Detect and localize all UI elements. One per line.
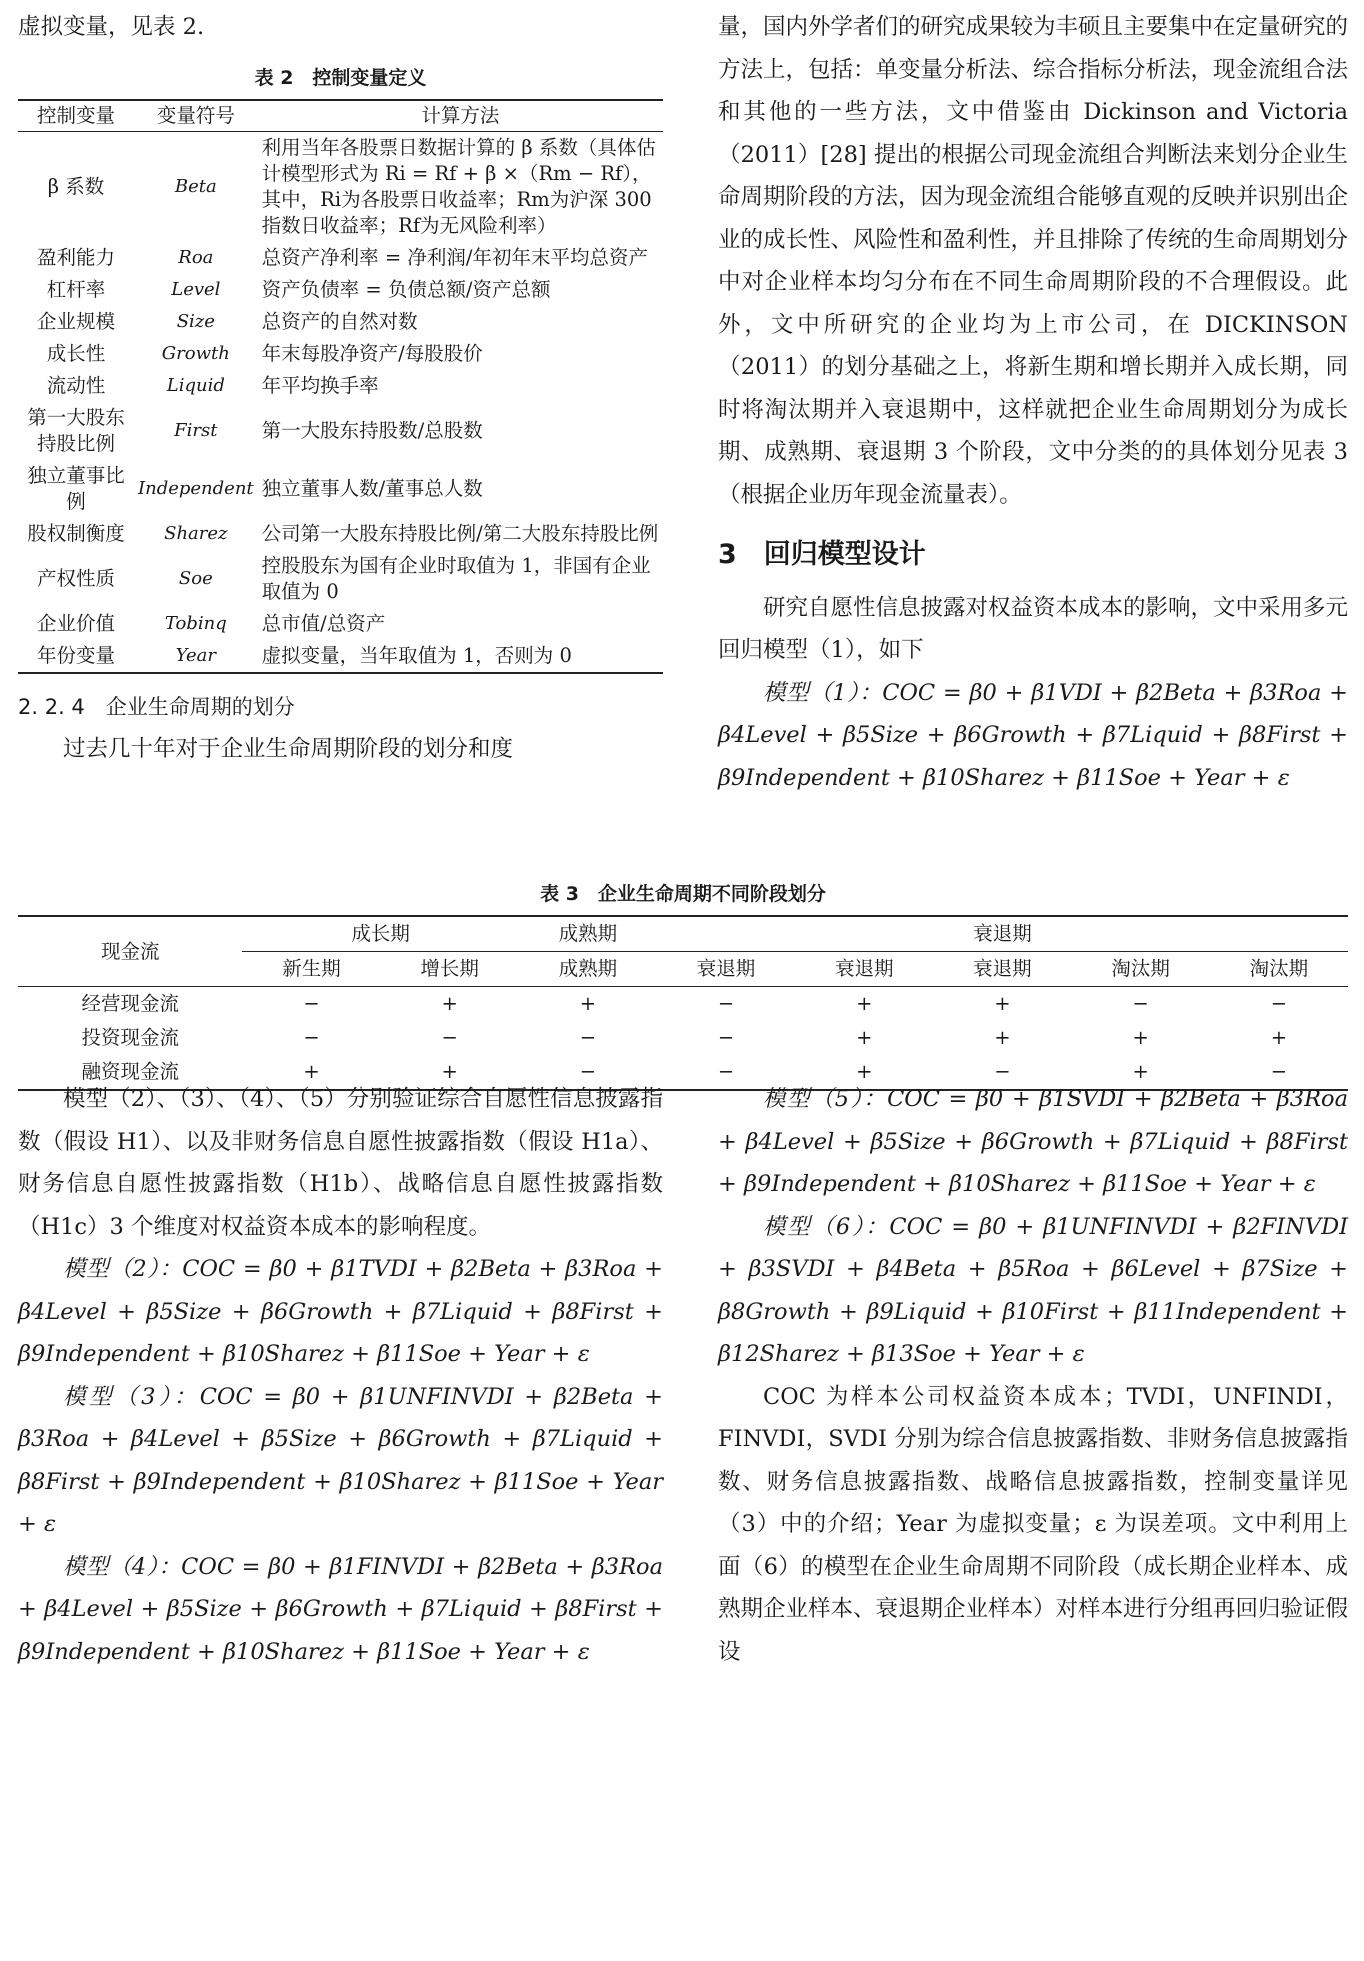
var-name: 流动性 bbox=[46, 373, 106, 397]
var-symbol: Liquid bbox=[166, 374, 225, 396]
table-row bbox=[18, 370, 663, 402]
table-row bbox=[18, 402, 663, 460]
var-name: 年份变量 bbox=[36, 643, 115, 667]
table-row bbox=[18, 608, 663, 640]
sign-cell: − bbox=[994, 1060, 1011, 1083]
var-method: 公司第一大股东持股比例/第二大股东持股比例 bbox=[261, 521, 659, 545]
var-name: 企业规模 bbox=[36, 309, 115, 333]
table-row bbox=[18, 550, 663, 608]
intro-line: 虚拟变量，见表 2. bbox=[18, 14, 205, 40]
sign-cell: + bbox=[994, 1026, 1011, 1049]
var-symbol: Size bbox=[176, 310, 215, 332]
sign-cell: − bbox=[717, 1026, 735, 1049]
row-label: 投资现金流 bbox=[81, 1026, 179, 1049]
sign-cell: + bbox=[441, 992, 458, 1015]
var-method: 第一大股东持股数/总股数 bbox=[261, 418, 483, 442]
var-method: 年末每股净资产/每股股价 bbox=[261, 341, 483, 365]
table-row bbox=[18, 338, 663, 370]
row-label: 经营现金流 bbox=[81, 992, 179, 1015]
model-2-equation: 模型（2）：COC = β0 + β1TVDI + β2Beta + β3Roa + β4Level + β5Size + β6Growth + β7Liquid + β8First + β9Independent + β10Sharez + β11Soe + Year + ε bbox=[18, 1256, 663, 1367]
stage-header: 淘汰期 bbox=[1072, 952, 1210, 987]
stage-header: 增长期 bbox=[381, 952, 519, 987]
var-name: 成长性 bbox=[46, 341, 106, 365]
section-2-2-4-text: 过去几十年对于企业生命周期阶段的划分和度 bbox=[63, 736, 514, 762]
sign-cell: + bbox=[579, 992, 597, 1015]
sign-cell: − bbox=[579, 1026, 597, 1049]
table-row bbox=[18, 131, 663, 242]
var-name: 股权制衡度 bbox=[27, 521, 125, 545]
var-method: 年平均换手率 bbox=[261, 373, 379, 397]
var-method: 虚拟变量，当年取值为 1，否则为 0 bbox=[261, 643, 572, 667]
paragraph-variable-definitions: COC 为样本公司权益资本成本；TVDI，UNFINDI，FINVDI，SVDI 分别为综合信息披露指数、非财务信息披露指数、财务信息披露指数、战略信息披露指数，控制变量详见（3）中的介绍；Year 为虚拟变量；ε 为误差项。文中利用上面（6）的模型在企业生命周期不同阶段（成长期企业样本、成熟期企业样本、衰退期企业样本）对样本进行分组再回归验证假设 bbox=[718, 1383, 1349, 1665]
table2-header-cell: 控制变量 bbox=[18, 100, 134, 132]
table-row bbox=[18, 518, 663, 550]
var-method: 独立董事人数/董事总人数 bbox=[261, 476, 483, 500]
var-symbol: First bbox=[174, 419, 218, 441]
sign-cell: + bbox=[994, 992, 1011, 1015]
var-symbol: Soe bbox=[178, 567, 213, 589]
sign-cell: − bbox=[579, 1060, 597, 1083]
row-label: 融资现金流 bbox=[81, 1060, 179, 1083]
var-method: 总市值/总资产 bbox=[261, 611, 386, 635]
sign-cell: − bbox=[717, 1060, 735, 1083]
stage-header: 淘汰期 bbox=[1210, 952, 1348, 987]
sign-cell: + bbox=[441, 1060, 458, 1083]
table-row bbox=[18, 460, 663, 518]
right-column-bottom bbox=[718, 1078, 1348, 1673]
var-method: 利用当年各股票日数据计算的 β 系数（具体估计模型形式为 Ri = Rf + β ×（Rm − Rf），其中，Ri为各股票日收益率；Rm为沪深 300 指数日收益率；Rf为无风险利率） bbox=[261, 135, 656, 237]
table3-group-row bbox=[18, 916, 1348, 952]
sign-cell: + bbox=[1270, 1026, 1288, 1049]
sign-cell: − bbox=[1132, 992, 1149, 1015]
sign-cell: − bbox=[303, 992, 320, 1015]
table-row bbox=[18, 306, 663, 338]
sign-cell: + bbox=[1132, 1060, 1149, 1083]
stage-header: 衰退期 bbox=[657, 952, 795, 987]
left-column-bottom bbox=[18, 1078, 663, 1673]
model-1-equation: 模型（1）：COC = β0 + β1VDI + β2Beta + β3Roa + β4Level + β5Size + β6Growth + β7Liquid + β8First + β9Independent + β10Sharez + β11Soe + Year + ε bbox=[718, 679, 1348, 791]
table2 bbox=[18, 99, 663, 674]
var-symbol: Growth bbox=[161, 342, 230, 364]
table3-caption: 表 3 企业生命周期不同阶段划分 bbox=[540, 883, 826, 905]
paragraph-models-2-5: 模型（2）、（3）、（4）、（5）分别验证综合自愿性信息披露指数（假设 H1）、以及非财务信息自愿性披露指数（假设 H1a）、财务信息自愿性披露指数（H1b）、战略信息自愿性披露指数（H1c）3 个维度对权益资本成本的影响程度。 bbox=[18, 1086, 663, 1240]
var-symbol: Independent bbox=[138, 477, 254, 499]
stage-header: 成熟期 bbox=[519, 952, 657, 987]
sign-cell: + bbox=[303, 1060, 320, 1083]
sign-cell: − bbox=[303, 1026, 320, 1049]
var-name: β 系数 bbox=[47, 174, 105, 198]
table3 bbox=[18, 915, 1348, 1091]
var-name: 产权性质 bbox=[36, 566, 115, 590]
left-column-top bbox=[18, 6, 663, 771]
stage-header: 衰退期 bbox=[795, 952, 933, 987]
table3-corner: 现金流 bbox=[18, 916, 242, 987]
stage-header: 新生期 bbox=[242, 952, 380, 987]
table-row bbox=[18, 987, 1348, 1022]
sign-cell: − bbox=[1270, 992, 1288, 1015]
table-row bbox=[18, 1021, 1348, 1055]
var-name: 独立董事比例 bbox=[27, 463, 125, 513]
sign-cell: − bbox=[441, 1026, 458, 1049]
table-row bbox=[18, 242, 663, 274]
var-symbol: Level bbox=[171, 278, 221, 300]
var-name: 第一大股东持股比例 bbox=[27, 405, 125, 455]
var-symbol: Beta bbox=[174, 175, 217, 197]
stage-header: 衰退期 bbox=[933, 952, 1071, 987]
var-name: 杠杆率 bbox=[46, 277, 106, 301]
sign-cell: − bbox=[717, 992, 735, 1015]
model-6-equation: 模型（6）：COC = β0 + β1UNFINVDI + β2FINVDI + β3SVDI + β4Beta + β5Roa + β6Level + β7Size + β8Growth + β9Liquid + β10First + β11Independent + β12Sharez + β13Soe + Year + ε bbox=[718, 1213, 1348, 1367]
paragraph-regression-intro: 研究自愿性信息披露对权益资本成本的影响，文中采用多元回归模型（1），如下 bbox=[718, 594, 1349, 663]
group-decline: 衰退期 bbox=[657, 916, 1348, 952]
group-mature: 成熟期 bbox=[519, 916, 657, 952]
table-row bbox=[18, 640, 663, 673]
sign-cell: + bbox=[856, 1026, 873, 1049]
sign-cell: − bbox=[1270, 1060, 1288, 1083]
model-3-equation: 模型（3）：COC = β0 + β1UNFINVDI + β2Beta + β3Roa + β4Level + β5Size + β6Growth + β7Liquid + β8First + β9Independent + β10Sharez + β11Soe + Year + ε bbox=[18, 1383, 663, 1537]
model-4-equation: 模型（4）：COC = β0 + β1FINVDI + β2Beta + β3Roa + β4Level + β5Size + β6Growth + β7Liquid + β8First + β9Independent + β10Sharez + β11Soe + Year + ε bbox=[18, 1553, 663, 1665]
table2-header-row bbox=[18, 100, 663, 132]
paragraph-lifecycle-methods: 量，国内外学者们的研究成果较为丰硕且主要集中在定量研究的方法上，包括：单变量分析法、综合指标分析法，现金流组合法和其他的一些方法，文中借鉴由 Dickinson and Victoria（2011）[28] 提出的根据公司现金流组合判断法来划分企业生命周期阶段的方法，因为现金流组合能够直观的反映并识别出企业的成长性、风险性和盈利性，并且排除了传统的生命周期划分中对企业样本均匀分布在不同生命周期阶段的不合理假设。此外，文中所研究的企业均为上市公司，在 DICKINSON（2011）的划分基础之上，将新生期和增长期并入成长期，同时将淘汰期并入衰退期中，这样就把企业生命周期划分为成长期、成熟期、衰退期 3 个阶段，文中分类的的具体划分见表 3（根据企业历年现金流量表）。 bbox=[718, 14, 1349, 508]
sign-cell: + bbox=[856, 992, 873, 1015]
group-growth: 成长期 bbox=[242, 916, 518, 952]
sign-cell: + bbox=[856, 1060, 873, 1083]
table3-block bbox=[18, 865, 1348, 1091]
var-symbol: Sharez bbox=[164, 522, 228, 544]
var-method: 控股股东为国有企业时取值为 1，非国有企业取值为 0 bbox=[261, 553, 651, 603]
var-method: 总资产的自然对数 bbox=[261, 309, 418, 333]
var-symbol: Roa bbox=[178, 246, 214, 268]
var-name: 企业价值 bbox=[36, 611, 115, 635]
model-5-equation: 模型（5）：COC = β0 + β1SVDI + β2Beta + β3Roa + β4Level + β5Size + β6Growth + β7Liquid + β8First + β9Independent + β10Sharez + β11Soe + Year + ε bbox=[718, 1086, 1348, 1197]
table-row bbox=[18, 274, 663, 306]
var-method: 资产负债率 = 负债总额/资产总额 bbox=[261, 277, 551, 301]
section-3-heading: 3 回归模型设计 bbox=[718, 539, 926, 570]
section-2-2-4-title: 2. 2. 4 企业生命周期的划分 bbox=[18, 694, 295, 719]
var-symbol: Tobinq bbox=[164, 612, 227, 634]
table2-header-cell: 变量符号 bbox=[134, 100, 258, 132]
table2-caption: 表 2 控制变量定义 bbox=[254, 66, 427, 89]
table2-header-cell: 计算方法 bbox=[258, 100, 663, 132]
sign-cell: + bbox=[1132, 1026, 1149, 1049]
var-name: 盈利能力 bbox=[36, 245, 115, 269]
right-column-top bbox=[718, 6, 1348, 799]
var-symbol: Year bbox=[175, 644, 216, 666]
var-method: 总资产净利率 = 净利润/年初年末平均总资产 bbox=[261, 245, 648, 269]
